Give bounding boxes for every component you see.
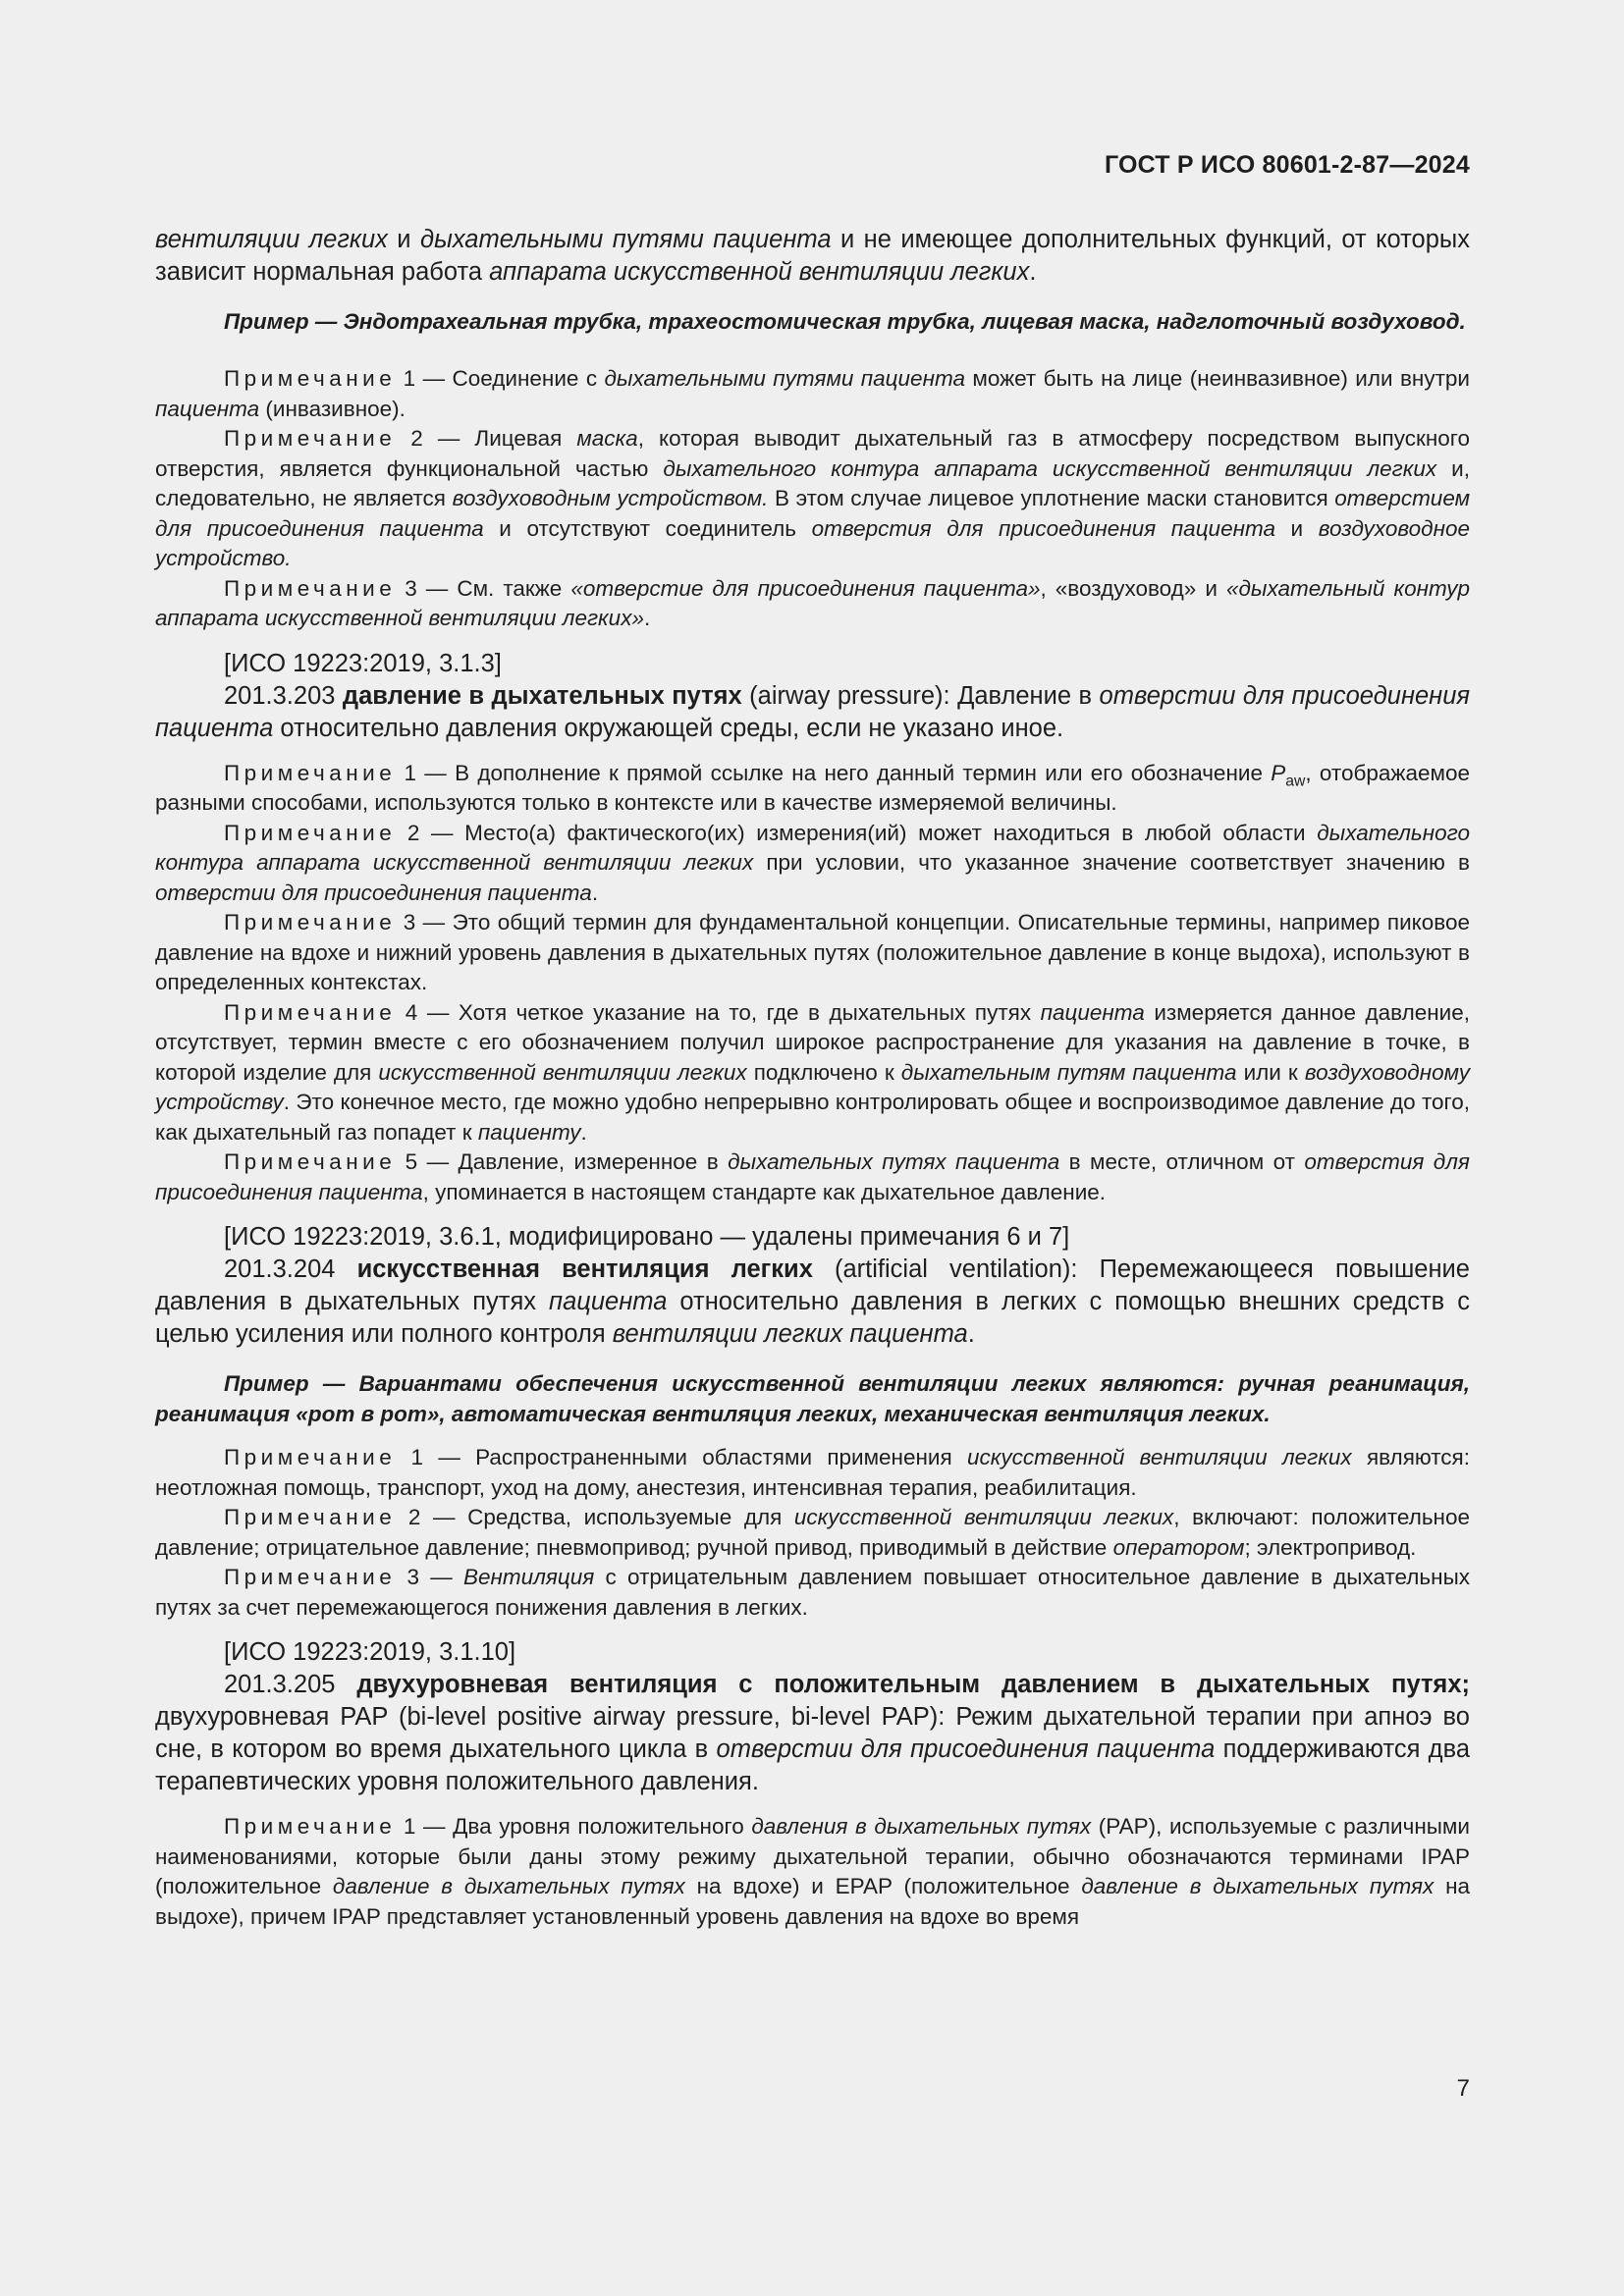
note-label: Примечание <box>224 426 397 451</box>
term-definition: 201.3.205 двухуровневая вентиляция с положительным давлением в дыхательных путях; двухуровневая PAP (bi-level positive airway pressure, bi-level PAP): Режим дыхательной терапии при апноэ во сне, в котором во время дыхательного цикла в отверстии для присоединения пациента поддерживаются два терапевтических уровня положительного давления. <box>155 1671 1471 1795</box>
term: двухуровневая вентиляция с положительным давлением в дыхательных путях; <box>356 1671 1470 1698</box>
note: Примечание 5 — Давление, измеренное в дыхательных путях пациента в месте, отличном от отверстия для присоединения пациента, упоминается в настоящем стандарте как дыхательное давление. <box>155 1149 1470 1204</box>
note: Примечание 3 — Это общий термин для фундаментальной концепции. Описательные термины, например пиковое давление на вдохе и нижний уровень давления в дыхательных путях (положительное давление в конце выдоха), используют в определенных контекстах. <box>155 910 1470 994</box>
page-number: 7 <box>1456 2075 1470 2102</box>
example: Пример — Эндотрахеальная трубка, трахеостомическая трубка, лицевая маска, надглоточный воздуховод. <box>224 309 1466 334</box>
paragraph-continuation: вентиляции легких и дыхательными путями пациента и не имеющее дополнительных функций, от которых зависит нормальная работа аппарата искусственной вентиляции легких. <box>155 226 1470 286</box>
note: Примечание 2 — Лицевая маска, которая выводит дыхательный газ в атмосферу посредством выпускного отверстия, является функциональной частью дыхательного контура аппарата искусственной вентиляции легких и, следовательно, не является воздуховодным устройством. В этом случае лицевое уплотнение маски становится отверстием для присоединения пациента и отсутствуют соединитель отверстия для присоединения пациента и воздуховодное устройство. <box>155 426 1471 570</box>
document-header: ГОСТ Р ИСО 80601-2-87—2024 <box>1104 151 1470 179</box>
term-definition: 201.3.204 искусственная вентиляция легких (artificial ventilation): Перемежающееся повышение давления в дыхательных путях пациента относительно давления в легких с помощью внешних средств с целью усиления или полного контроля вентиляции легких пациента. <box>155 1255 1471 1348</box>
source-reference: [ИСО 19223:2019, 3.1.10] <box>224 1638 516 1666</box>
note: Примечание 4 — Хотя четкое указание на то, где в дыхательных путях пациента измеряется данное давление, отсутствует, термин вместе с его обозначением получил широкое распространение для указания на давление в точке, в которой изделие для искусственной вентиляции легких подключено к дыхательным путям пациента или к воздуховодному устройству. Это конечное место, где можно удобно непрерывно контролировать общее и воспроизводимое давление до того, как дыхательный газ попадет к пациенту. <box>155 999 1471 1145</box>
note-label: Примечание <box>224 1505 397 1529</box>
note: Примечание 1 — Два уровня положительного давления в дыхательных путях (PAP), используемые с различными наименованиями, которые были даны этому режиму дыхательной терапии, обычно обозначаются терминами IPAP (положительное давление в дыхательных путях на вдохе) и EPAP (положительное давление в дыхательных путях на выдохе), причем IPAP представляет установленный уровень давления на вдохе во время <box>155 1814 1471 1929</box>
source-reference: [ИСО 19223:2019, 3.6.1, модифицировано — удалены примечания 6 и 7] <box>224 1223 1070 1251</box>
note: Примечание 1 — Распространенными областями применения искусственной вентиляции легких являются: неотложная помощь, транспорт, уход на дому, анестезия, интенсивная терапия, реабилитация. <box>155 1445 1470 1500</box>
note-label: Примечание <box>224 1445 397 1469</box>
term-definition: 201.3.203 давление в дыхательных путях (airway pressure): Давление в отверстии для присоединения пациента относительно давления окружающей среды, если не указано иное. <box>155 681 1471 742</box>
note-label: Примечание <box>224 1149 397 1174</box>
note-label: Примечание <box>224 820 397 845</box>
note: Примечание 3 — См. также «отверстие для присоединения пациента», «воздуховод» и «дыхательный контур аппарата искусственной вентиляции легких». <box>155 575 1470 630</box>
source-reference: [ИСО 19223:2019, 3.1.3] <box>224 649 502 677</box>
example: Пример — Вариантами обеспечения искусственной вентиляции легких являются: ручная реанимация, реанимация «рот в рот», автоматическая вентиляция легких, механическая вентиляция легких. <box>155 1371 1470 1426</box>
note-label: Примечание <box>224 1814 397 1839</box>
note-label: Примечание <box>224 366 397 391</box>
document-body <box>155 224 1470 1932</box>
note-label: Примечание <box>224 1565 397 1589</box>
note: Примечание 1 — Соединение с дыхательными путями пациента может быть на лице (неинвазивное) или внутри пациента (инвазивное). <box>155 366 1470 421</box>
note: Примечание 2 — Средства, используемые для искусственной вентиляции легких, включают: положительное давление; отрицательное давление; пневмопривод; ручной привод, приводимый в действие оператором; электропривод. <box>155 1505 1470 1560</box>
term: искусственная вентиляция легких <box>356 1255 813 1283</box>
note: Примечание 3 — Вентиляция с отрицательным давлением повышает относительное давление в дыхательных путях за счет перемежающегося понижения давления в легких. <box>155 1565 1470 1620</box>
term: давление в дыхательных путях <box>342 681 742 710</box>
note: Примечание 2 — Место(а) фактического(их) измерения(ий) может находиться в любой области дыхательного контура аппарата искусственной вентиляции легких при условии, что указанное значение соответствует значению в отверстии для присоединения пациента. <box>155 820 1470 905</box>
note-label: Примечание <box>224 999 397 1025</box>
note-label: Примечание <box>224 760 397 785</box>
note: Примечание 1 — В дополнение к прямой ссылке на него данный термин или его обозначение $P_{aw}$, отображаемое разными способами, используются только в контексте или в качестве измеряемой величины. <box>155 760 1470 815</box>
note-label: Примечание <box>224 910 397 934</box>
note-label: Примечание <box>224 575 397 601</box>
